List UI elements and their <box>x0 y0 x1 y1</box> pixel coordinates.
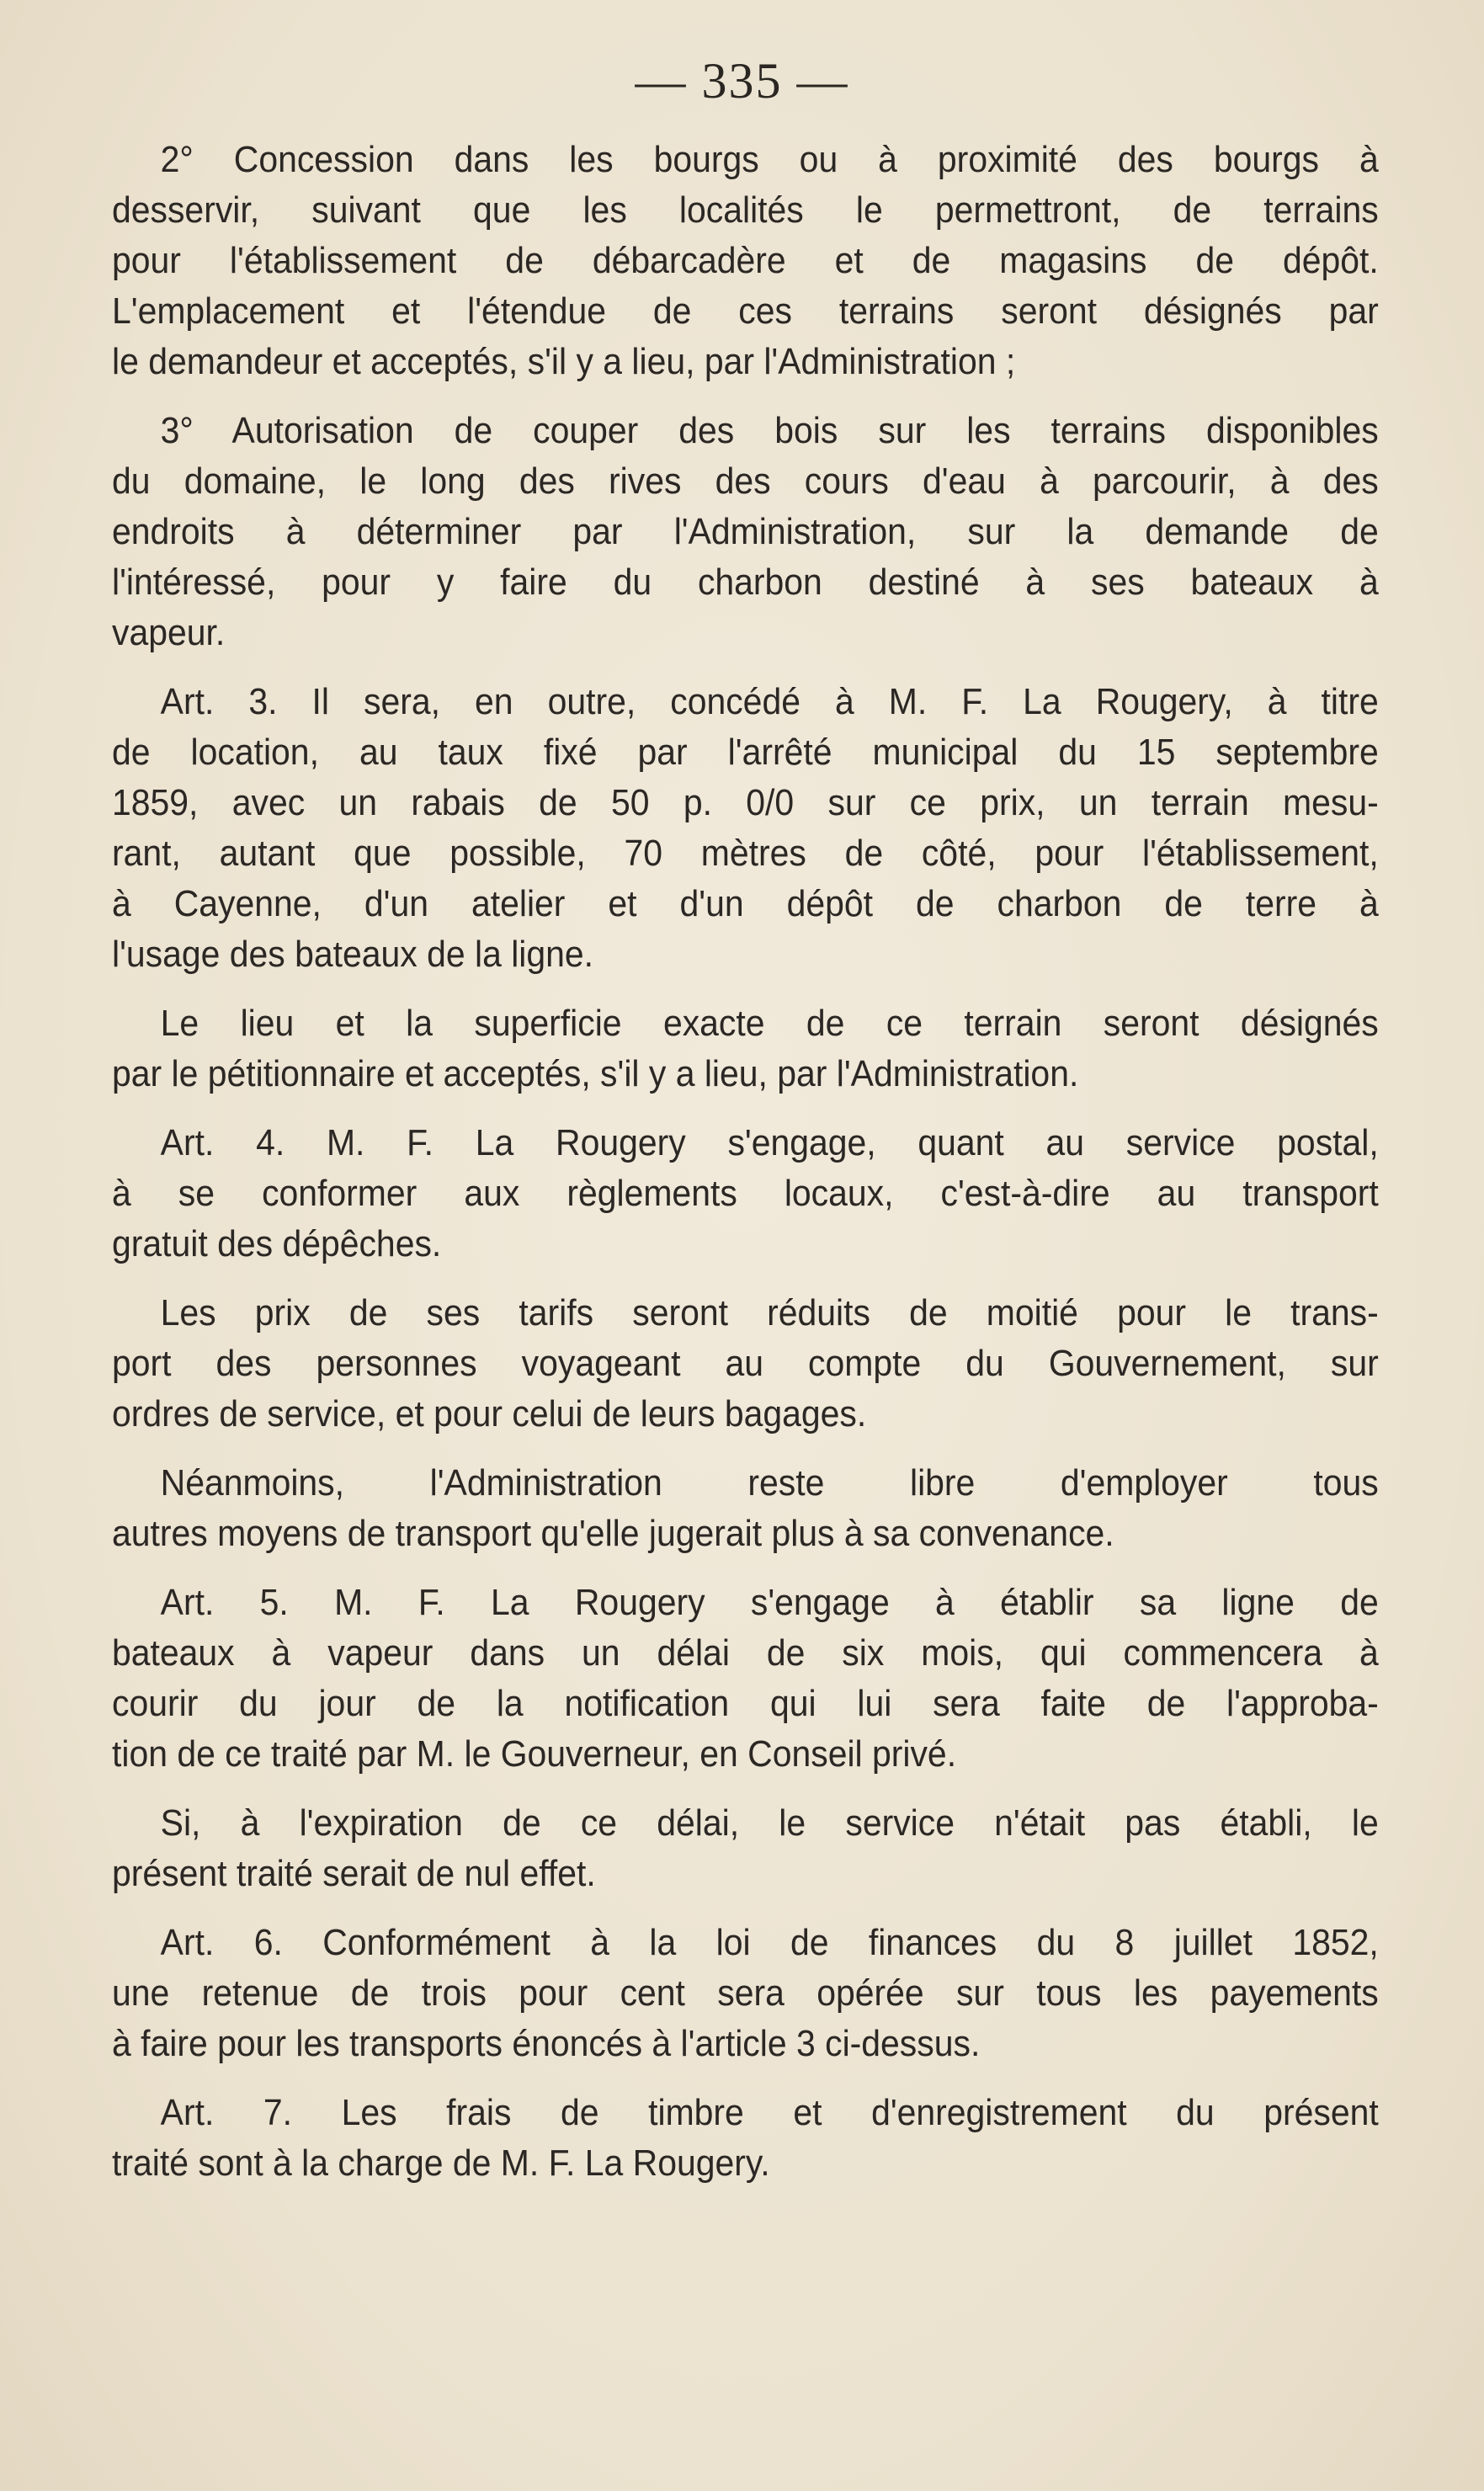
text-line: tion de ce traité par M. le Gouverneur, en Conseil privé. <box>112 1733 957 1775</box>
text-line: Néanmoins, l'Administration reste libre d'employer tous <box>160 1462 1379 1504</box>
text-line: à se conformer aux règlements locaux, c'est-à-dire au transport <box>112 1173 1379 1214</box>
text-line: par le pétitionnaire et acceptés, s'il y a lieu, par l'Administration. <box>112 1053 1079 1094</box>
text-line: pour l'établissement de débarcadère et de magasins de dépôt. <box>112 240 1379 281</box>
text-line: l'intéressé, pour y faire du charbon destiné à ses bateaux à <box>112 562 1379 603</box>
text-line: le demandeur et acceptés, s'il y a lieu, par l'Administration ; <box>112 341 1016 382</box>
body-text-inner <box>112 135 1379 2189</box>
text-line: desservir, suivant que les localités le permettront, de terrains <box>112 189 1379 231</box>
text-line: Art. 6. Conformément à la loi de finances du 8 juillet 1852, <box>160 1922 1379 1963</box>
text-line: 1859, avec un rabais de 50 p. 0/0 sur ce prix, un terrain mesu- <box>112 782 1379 823</box>
text-line: l'usage des bateaux de la ligne. <box>112 934 594 975</box>
paragraph <box>112 1798 1379 1899</box>
text-line: rant, autant que possible, 70 mètres de côté, pour l'établissement, <box>112 833 1379 874</box>
paragraph <box>112 677 1379 980</box>
body-text <box>112 135 1379 2207</box>
page-number: — 335 — <box>635 53 849 109</box>
text-line: Art. 5. M. F. La Rougery s'engage à établir sa ligne de <box>160 1582 1379 1623</box>
paragraph <box>112 406 1379 658</box>
paragraph <box>112 1578 1379 1780</box>
text-line: une retenue de trois pour cent sera opérée sur tous les payements <box>112 1972 1379 2014</box>
text-line: courir du jour de la notification qui lui sera faite de l'approba- <box>112 1683 1379 1724</box>
text-line: du domaine, le long des rives des cours d'eau à parcourir, à des <box>112 460 1379 502</box>
text-line: bateaux à vapeur dans un délai de six mois, qui commencera à <box>112 1632 1379 1674</box>
paragraph <box>112 2088 1379 2189</box>
text-line: ordres de service, et pour celui de leurs bagages. <box>112 1393 867 1434</box>
text-line: Les prix de ses tarifs seront réduits de moitié pour le trans- <box>160 1292 1379 1333</box>
paragraph <box>112 1458 1379 1559</box>
text-line: à faire pour les transports énoncés à l'article 3 ci-dessus. <box>112 2023 981 2064</box>
text-line: 2° Concession dans les bourgs ou à proximité des bourgs à <box>160 139 1379 180</box>
paragraph <box>112 1118 1379 1269</box>
text-line: Le lieu et la superficie exacte de ce terrain seront désignés <box>160 1003 1379 1044</box>
text-line: L'emplacement et l'étendue de ces terrains seront désignés par <box>112 290 1379 332</box>
text-line: traité sont à la charge de M. F. La Rougery. <box>112 2142 770 2184</box>
text-line: port des personnes voyageant au compte du Gouvernement, sur <box>112 1343 1379 1384</box>
text-line: Art. 7. Les frais de timbre et d'enregistrement du présent <box>160 2092 1379 2133</box>
text-line: gratuit des dépêches. <box>112 1223 442 1264</box>
text-line: vapeur. <box>112 612 226 653</box>
paragraph <box>112 1288 1379 1440</box>
text-line: à Cayenne, d'un atelier et d'un dépôt de charbon de terre à <box>112 883 1379 924</box>
text-line: présent traité serait de nul effet. <box>112 1853 596 1894</box>
text-line: Art. 4. M. F. La Rougery s'engage, quant au service postal, <box>160 1122 1379 1163</box>
paragraph <box>112 135 1379 387</box>
text-line: endroits à déterminer par l'Administration, sur la demande de <box>112 511 1379 552</box>
text-line: Si, à l'expiration de ce délai, le service n'était pas établi, le <box>160 1802 1379 1844</box>
text-line: 3° Autorisation de couper des bois sur les terrains disponibles <box>160 410 1379 451</box>
text-line: de location, au taux fixé par l'arrêté municipal du 15 septembre <box>112 732 1379 773</box>
text-line: Art. 3. Il sera, en outre, concédé à M. F. La Rougery, à titre <box>160 681 1379 722</box>
paragraph <box>112 1918 1379 2069</box>
paragraph <box>112 998 1379 1099</box>
text-line: autres moyens de transport qu'elle jugerait plus à sa convenance. <box>112 1513 1114 1554</box>
